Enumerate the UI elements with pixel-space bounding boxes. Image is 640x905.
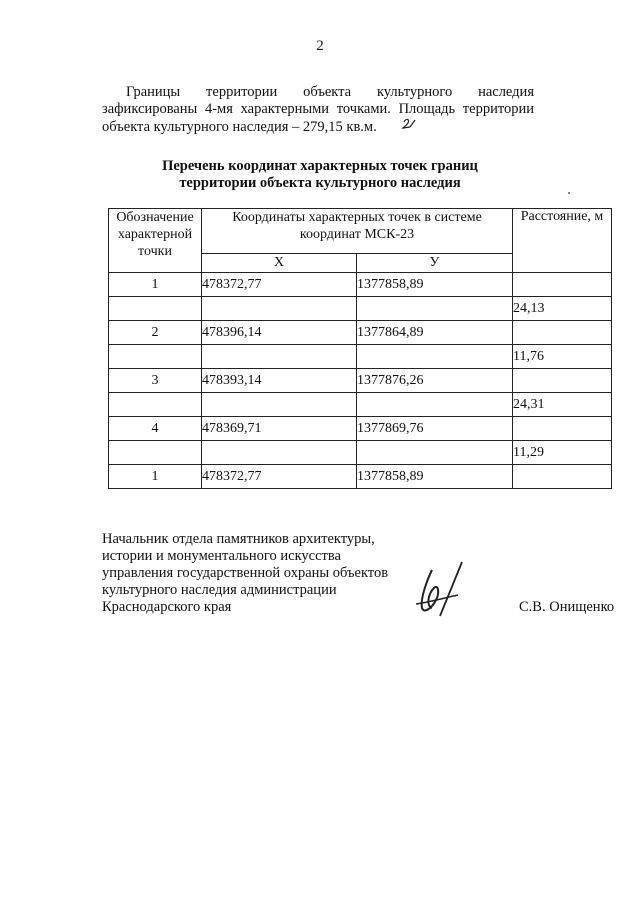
cell-y: 1377869,76 (357, 417, 513, 441)
table-title-line-1: Перечень координат характерных точек границ (162, 158, 478, 174)
cell-point: 4 (109, 417, 202, 441)
header-distance: Расстояние, м (513, 209, 612, 273)
cell-x: 478372,77 (202, 465, 357, 489)
table-row (109, 321, 612, 345)
table-row (109, 441, 612, 465)
table-row (109, 369, 612, 393)
signatory-line-5: Краснодарского края (102, 599, 232, 615)
cell-y (357, 393, 513, 417)
signatory-block (102, 531, 402, 616)
table-title (0, 158, 640, 192)
table-row (109, 393, 612, 417)
intro-paragraph (102, 84, 534, 136)
signatory-line-3: управления государственной охраны объектов (102, 565, 389, 581)
header-coordinates: Координаты характерных точек в системе координат МСК-23 (202, 209, 513, 254)
header-y: У (357, 254, 513, 273)
cell-distance (513, 273, 612, 297)
signatory-name: С.В. Онищенко (519, 599, 615, 615)
cell-y (357, 441, 513, 465)
table-row (109, 465, 612, 489)
cell-x: 478393,14 (202, 369, 357, 393)
cell-distance (513, 417, 612, 441)
cell-x: 478369,71 (202, 417, 357, 441)
handwritten-signature-icon (410, 548, 480, 623)
table-row (109, 273, 612, 297)
cell-point: 2 (109, 321, 202, 345)
table-row (109, 297, 612, 321)
cell-y: 1377876,26 (357, 369, 513, 393)
signatory-line-1: Начальник отдела памятников архитектуры, (102, 531, 375, 547)
cell-point: 1 (109, 465, 202, 489)
cell-distance: 11,29 (513, 441, 612, 465)
cell-distance: 11,76 (513, 345, 612, 369)
cell-x: 478396,14 (202, 321, 357, 345)
cell-y: 1377864,89 (357, 321, 513, 345)
cell-point: 1 (109, 273, 202, 297)
cell-x (202, 393, 357, 417)
cell-distance: 24,31 (513, 393, 612, 417)
cell-y (357, 345, 513, 369)
coordinates-table (108, 208, 612, 489)
signatory-line-2: истории и монументального искусства (102, 548, 341, 564)
cell-point: 3 (109, 369, 202, 393)
table-row (109, 417, 612, 441)
cell-point (109, 393, 202, 417)
scan-artifact (568, 192, 570, 194)
initials-mark-icon (377, 118, 393, 130)
cell-distance (513, 369, 612, 393)
table-title-line-2: территории объекта культурного наследия (179, 175, 461, 191)
cell-x: 478372,77 (202, 273, 357, 297)
table-row (109, 345, 612, 369)
cell-x (202, 345, 357, 369)
cell-y (357, 297, 513, 321)
cell-distance: 24,13 (513, 297, 612, 321)
cell-distance (513, 465, 612, 489)
signatory-line-4: культурного наследия администрации (102, 582, 337, 598)
header-point-designation: Обозначение характерной точки (109, 209, 202, 273)
intro-text: Границы территории объекта культурного наследия зафиксированы 4-мя характерными точками. Площадь территории объекта культурного наследия – 279,15 кв.м. (102, 84, 534, 135)
cell-x (202, 297, 357, 321)
cell-point (109, 441, 202, 465)
header-x: X (202, 254, 357, 273)
cell-y: 1377858,89 (357, 465, 513, 489)
cell-y: 1377858,89 (357, 273, 513, 297)
cell-distance (513, 321, 612, 345)
cell-point (109, 345, 202, 369)
cell-point (109, 297, 202, 321)
cell-x (202, 441, 357, 465)
page-number: 2 (316, 38, 324, 54)
